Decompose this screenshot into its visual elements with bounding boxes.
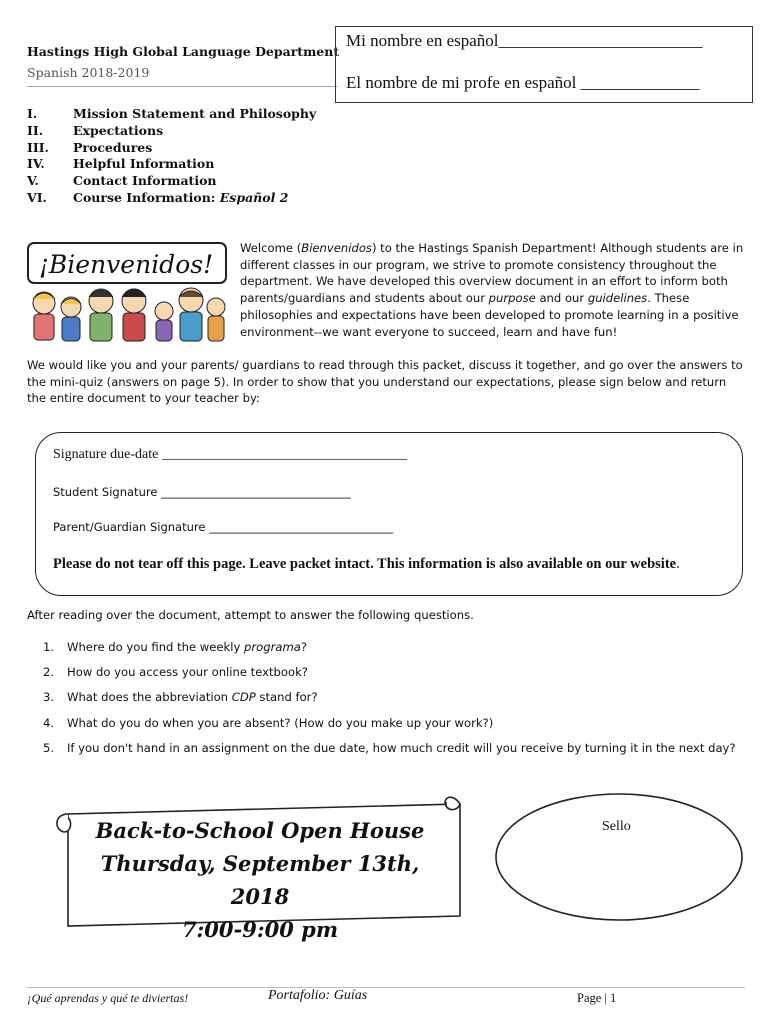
toc-item: II. Expectations: [27, 122, 164, 138]
toc-item: VI. Course Information: Español 2: [27, 189, 289, 205]
quiz-question: 1. Where do you find the weekly programa?: [43, 640, 308, 654]
spanish-name-field[interactable]: Mi nombre en español________________________: [346, 31, 703, 50]
quiz-question: 2. How do you access your online textbook?: [43, 665, 308, 680]
parent-signature-field[interactable]: Parent/Guardian Signature ________________________________: [53, 520, 394, 534]
open-house-announcement: [70, 814, 450, 946]
cartoon-kids-icon: [33, 288, 225, 341]
open-house-time: 7:00-9:00 pm: [181, 917, 339, 942]
footer-portfolio-label: Portafolio: Guías: [268, 988, 368, 1003]
toc-item: IV. Helpful Information: [27, 156, 215, 172]
school-year: Spanish 2018-2019: [27, 65, 150, 80]
quiz-instructions: After reading over the document, attempt to answer the following questions.: [27, 608, 474, 622]
toc-item: V. Contact Information: [27, 173, 217, 189]
quiz-question: 4. What do you do when you are absent? (How do you make up your work?): [43, 715, 494, 730]
department-title: Hastings High Global Language Department: [27, 44, 340, 59]
signature-due-date-field[interactable]: Signature due-date ___________________________________: [53, 447, 407, 462]
open-house-title: Back-to-School Open House: [95, 818, 425, 843]
banner-text: ¡Bienvenidos!: [38, 250, 214, 279]
footer-divider: [27, 987, 745, 988]
table-of-contents: [27, 106, 316, 207]
stamp-area-oval: [494, 792, 744, 922]
toc-item: I. Mission Statement and Philosophy: [27, 106, 317, 121]
footer-motto: ¡Qué aprendas y qué te diviertas!: [27, 991, 189, 1005]
quiz-question: 5. If you don't hand in an assignment on the due date, how much credit will you receive by turning it in the next day?: [43, 740, 736, 755]
intro-paragraph: We would like you and your parents/ guardians to read through this packet, discuss it together, and go over the answers to the mini-quiz (answers on page 5). In order to show that you understand our expectations, please sign below and return the entire document to your teacher by:: [27, 358, 743, 406]
quiz-list: [43, 640, 736, 766]
bienvenidos-banner-illustration: [26, 237, 231, 345]
open-house-date: Thursday, September 13th, 2018: [100, 851, 420, 909]
page-number: Page | 1: [577, 991, 617, 1005]
header-divider: [27, 86, 337, 87]
welcome-paragraph: Welcome (Bienvenidos) to the Hastings Spanish Department! Although students are in different classes in our program, we strive to promote consistency throughout the department. We have developed this overview document in an effort to inform both parents/guardians and students about our purpose and our guidelines. These philosophies and expectations have been developed to promote learning in a positive environment--we want everyone to succeed, learn and have fun!: [240, 241, 744, 339]
toc-item: III. Procedures: [27, 139, 153, 155]
packet-notice: Please do not tear off this page. Leave packet intact. This information is also available on our website.: [53, 556, 680, 572]
student-signature-field[interactable]: Student Signature _________________________________: [53, 485, 351, 499]
stamp-label: Sello: [602, 819, 631, 834]
teacher-name-field[interactable]: El nombre de mi profe en español ______________: [346, 73, 700, 92]
quiz-question: 3. What does the abbreviation CDP stand for?: [43, 690, 318, 705]
name-box: [335, 26, 753, 103]
